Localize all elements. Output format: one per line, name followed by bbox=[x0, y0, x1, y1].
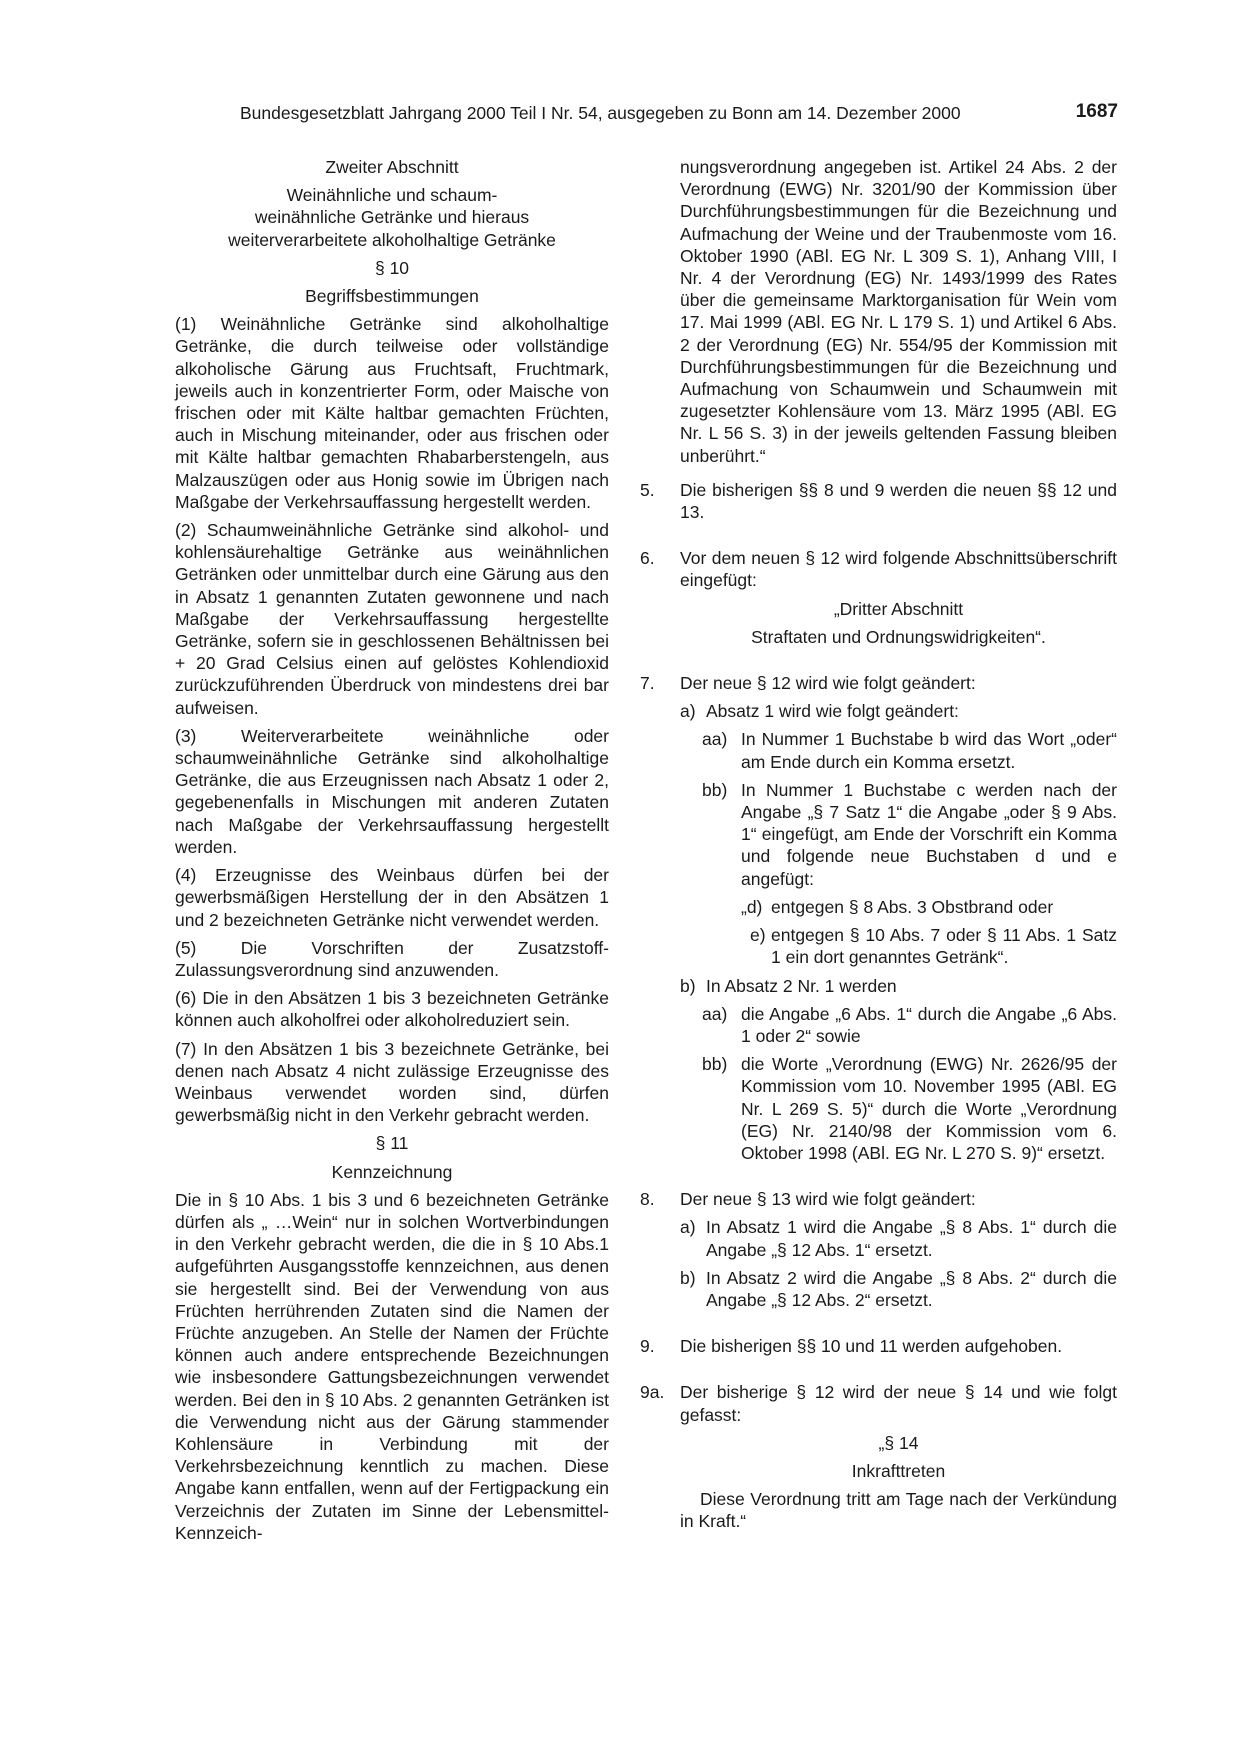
subitem-text: In Absatz 2 Nr. 1 werden bbox=[706, 975, 897, 996]
paragraph-title-11: Kennzeichnung bbox=[331, 1161, 453, 1182]
subitem-text: die Worte „Verordnung (EWG) Nr. 2626/95 der Kommission vom 10. November 1995 (ABl. EG Nr. L 269 S. 5)“ durch die Worte „Verordnung (EG) Nr. 2140/98 der Kommission vom 6. Oktober 1998 (ABl. EG Nr. L 270 S. 9)“ ersetzt. bbox=[741, 1054, 1117, 1163]
section-label: Zweiter Abschnitt bbox=[325, 157, 459, 177]
running-header bbox=[240, 101, 1118, 125]
subitem-label: a) bbox=[680, 701, 696, 722]
subitem-text: Absatz 1 wird wie folgt geändert: bbox=[706, 701, 959, 722]
right-column bbox=[640, 156, 1117, 1533]
page-number: 1687 bbox=[1075, 101, 1118, 122]
list-item-8 bbox=[640, 1188, 1117, 1210]
list-subitem-7a-bb bbox=[640, 779, 1117, 890]
item-number: 8. bbox=[640, 1189, 655, 1210]
item-text: Der neue § 12 wird wie folgt geändert: bbox=[680, 673, 976, 694]
continuation-text: nungsverordnung angegeben ist. Artikel 24 Abs. 2 der Verordnung (EWG) Nr. 3201/90 der Kommission über Durchführungsbestimmungen für die Bezeichnung und Aufmachung der Weine und der Traubenmoste vom 16. Oktober 1990 (ABl. EG Nr. L 309 S. 1), Anhang VIII, I Nr. 4 der Verordnung (EG) Nr. 1493/1999 des Rates über die gemeinsame Marktorganisation für Wein vom 17. Mai 1999 (ABl. EG Nr. L 179 S. 1) und Artikel 6 Abs. 2 der Verordnung (EG) Nr. 554/95 der Kommission mit Durchführungsbestimmungen für die Bezeichnung und Aufmachung von Schaumwein und Schaumwein mit zugesetzter Kohlensäure vom 13. März 1995 (ABl. EG Nr. L 56 S. 3) in der jeweils geltenden Fassung bleiben unberührt.“ bbox=[680, 157, 1117, 466]
subitem-text: In Nummer 1 Buchstabe c werden nach der Angabe „§ 7 Satz 1“ die Angabe „oder § 9 Abs. 1“ eingefügt, am Ende der Vorschrift ein Komma und folgende neue Buchstaben d und e angefügt: bbox=[741, 779, 1117, 889]
list-item-9a bbox=[640, 1381, 1117, 1425]
section-title-line-2: weinähnliche Getränke und hieraus bbox=[254, 207, 530, 228]
list-subitem-7b-bb bbox=[640, 1053, 1117, 1164]
subitem-label: aa) bbox=[702, 729, 728, 750]
list-item-9 bbox=[640, 1335, 1117, 1357]
paragraph-10-6: (6) Die in den Absätzen 1 bis 3 bezeichneten Getränke können auch alkoholfrei oder alkoholreduziert sein. bbox=[175, 988, 609, 1031]
paragraph-10-1: (1) Weinähnliche Getränke sind alkoholhaltige Getränke, die durch teilweise oder vollständige alkoholische Gärung aus Fruchtsaft, Fruchtmark, jeweils auch in konzentrierter Form, oder Maische von frischen oder mit Kälte haltbar gemachten Früchten, auch in Mischung miteinander, oder aus frischen oder mit Kälte haltbar gemachten Rhabarberstengeln, aus Malzauszügen oder aus Honig sowie im Übrigen nach Maßgabe der Verkehrsauffassung hergestellt werden. bbox=[175, 314, 609, 512]
inserted-letter-e bbox=[640, 924, 1117, 968]
item-text: Der bisherige § 12 wird der neue § 14 und wie folgt gefasst: bbox=[680, 1382, 1117, 1425]
new-paragraph-text: Diese Verordnung tritt am Tage nach der Verkündung in Kraft.“ bbox=[680, 1489, 1117, 1532]
item-number: 9. bbox=[640, 1336, 655, 1357]
list-item-6 bbox=[640, 547, 1117, 591]
item-text: Der neue § 13 wird wie folgt geändert: bbox=[680, 1189, 976, 1210]
left-column bbox=[175, 156, 609, 1544]
subitem-label: b) bbox=[680, 975, 696, 996]
item-text: Die bisherigen §§ 8 und 9 werden die neuen §§ 12 und 13. bbox=[680, 479, 1117, 523]
subitem-text: In Nummer 1 Buchstabe b wird das Wort „oder“ am Ende durch ein Komma ersetzt. bbox=[741, 729, 1117, 772]
letter-label: „d) bbox=[741, 896, 763, 917]
item-text: Die bisherigen §§ 10 und 11 werden aufgehoben. bbox=[680, 1336, 1063, 1357]
letter-text: entgegen § 10 Abs. 7 oder § 11 Abs. 1 Satz 1 ein dort genanntes Getränk“. bbox=[771, 925, 1117, 968]
paragraph-number-11: § 11 bbox=[375, 1133, 409, 1154]
list-item-5 bbox=[640, 479, 1117, 523]
item-text: Vor dem neuen § 12 wird folgende Abschnittsüberschrift eingefügt: bbox=[680, 548, 1117, 591]
subitem-text: In Absatz 2 wird die Angabe „§ 8 Abs. 2“ durch die Angabe „§ 12 Abs. 2“ ersetzt. bbox=[706, 1267, 1117, 1310]
list-subitem-8a bbox=[640, 1216, 1117, 1260]
subitem-text: In Absatz 1 wird die Angabe „§ 8 Abs. 1“ durch die Angabe „§ 12 Abs. 1“ ersetzt. bbox=[706, 1217, 1117, 1260]
list-subitem-8b bbox=[640, 1267, 1117, 1311]
new-paragraph-title: Inkrafttreten bbox=[851, 1460, 946, 1481]
paragraph-10-2: (2) Schaumweinähnliche Getränke sind alkohol- und kohlensäurehaltige Getränke aus weinähnlichen Getränken oder unmittelbar durch eine Gärung aus den in Absatz 1 genannten Zutaten gewonnene und nach Maßgabe der Verkehrsauffassung hergestellte Getränke, sofern sie in geschlossenen Behältnissen bei + 20 Grad Celsius einen auf gelöstes Kohlendioxid zurückzuführenden Überdruck von mindestens drei bar aufweisen. bbox=[175, 520, 609, 718]
inserted-heading-1: „Dritter Abschnitt bbox=[833, 598, 964, 619]
list-subitem-7b-aa bbox=[640, 1003, 1117, 1047]
subitem-label: aa) bbox=[702, 1003, 728, 1024]
paragraph-10-5: (5) Die Vorschriften der Zusatzstoff-Zulassungsverordnung sind anzuwenden. bbox=[175, 937, 609, 980]
letter-label: e) bbox=[750, 925, 766, 946]
item-number: 6. bbox=[640, 548, 655, 569]
item-number: 5. bbox=[640, 479, 655, 500]
item-number: 7. bbox=[640, 673, 655, 694]
header-title: Bundesgesetzblatt Jahrgang 2000 Teil I Nr. 54, ausgegeben zu Bonn am 14. Dezember 2000 bbox=[240, 103, 961, 123]
list-item-7 bbox=[640, 672, 1117, 694]
paragraph-11-text: Die in § 10 Abs. 1 bis 3 und 6 bezeichneten Getränke dürfen als „ …Wein“ nur in solchen Wortverbindungen in den Verkehr gebracht werden, die die in § 10 Abs.1 aufgeführten Ausgangsstoffe kennzeichnen, aus denen sie hergestellt sind. Bei der Verwendung von aus Früchten herrührenden Zutaten sind die Namen der Früchte anzugeben. An Stelle der Namen der Früchte können auch andere entsprechende Bezeichnungen wie insbesondere Gattungsbezeichnungen verwendet werden. Bei den in § 10 Abs. 2 genannten Getränken ist die Verwendung nicht aus der Gärung stammender Kohlensäure in Verbindung mit der Verkehrsbezeichnung kenntlich zu machen. Diese Angabe kann entfallen, wenn auf der Fertigpackung ein Verzeichnis der Zutaten im Sinne der Lebensmittel-Kennzeich- bbox=[175, 1189, 609, 1543]
paragraph-title-10: Begriffsbestimmungen bbox=[305, 286, 479, 307]
paragraph-10-7: (7) In den Absätzen 1 bis 3 bezeichnete Getränke, bei denen nach Absatz 4 nicht zulässige Erzeugnisse des Weinbaus verwendet worden sind, dürfen gewerbsmäßig nicht in den Verkehr gebracht werden. bbox=[175, 1038, 609, 1126]
paragraph-10-3: (3) Weiterverarbeitete weinähnliche oder schaumweinähnliche Getränke sind alkoholhaltige Getränke, die aus Erzeugnissen nach Absatz 1 oder 2, gegebenenfalls in Mischungen mit anderen Zutaten nach Maßgabe der Verkehrsauffassung hergestellt werden. bbox=[175, 725, 609, 857]
item-number: 9a. bbox=[640, 1382, 665, 1403]
paragraph-number-10: § 10 bbox=[374, 257, 410, 278]
paragraph-10-4: (4) Erzeugnisse des Weinbaus dürfen bei der gewerbsmäßigen Herstellung der in den Absätzen 1 und 2 bezeichneten Getränke nicht verwendet werden. bbox=[175, 865, 609, 930]
section-title-line-1: Weinähnliche und schaum- bbox=[286, 185, 498, 206]
subitem-label: b) bbox=[680, 1267, 696, 1288]
subitem-label: bb) bbox=[702, 779, 728, 800]
list-subitem-7b bbox=[640, 975, 1117, 997]
section-title-line-3: weiterverarbeitete alkoholhaltige Getränke bbox=[228, 229, 556, 250]
subitem-text: die Angabe „6 Abs. 1“ durch die Angabe „6 Abs. 1 oder 2“ sowie bbox=[741, 1003, 1117, 1046]
new-paragraph-number: „§ 14 bbox=[878, 1432, 919, 1453]
inserted-heading-2: Straftaten und Ordnungswidrigkeiten“. bbox=[751, 626, 1046, 647]
inserted-letter-d bbox=[640, 896, 1117, 918]
list-subitem-7a-aa bbox=[640, 728, 1117, 772]
subitem-label: bb) bbox=[702, 1054, 728, 1075]
letter-text: entgegen § 8 Abs. 3 Obstbrand oder bbox=[771, 896, 1054, 917]
list-subitem-7a bbox=[640, 700, 1117, 722]
subitem-label: a) bbox=[680, 1217, 696, 1238]
